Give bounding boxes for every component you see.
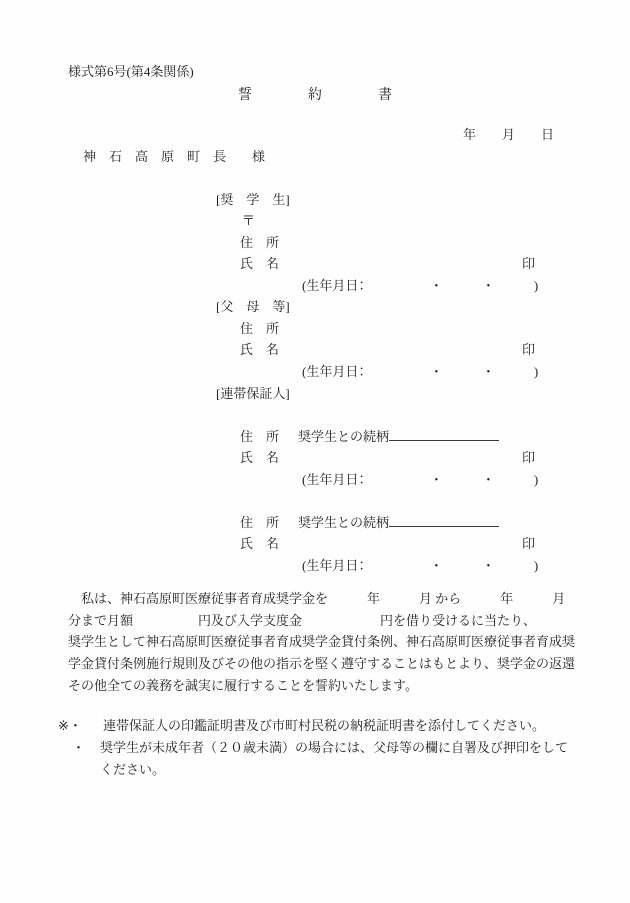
pledge-paragraph-line-2: 分まで月額 円及び入学支度金 円を借り受けるに当たり、 — [68, 613, 537, 628]
guarantor2-name-row — [240, 534, 535, 554]
guarantor1-birthdate-line: (生年月日： ・ ・ ) — [302, 472, 539, 487]
pledge-paragraph-line-4: 学金貸付条例施行規則及びその他の指示を堅く遵守することはもとより、奨学金の返還 — [68, 656, 576, 671]
form-number: 様式第6号(第4条関係) — [68, 64, 194, 79]
pledge-paragraph-line-5: その他全ての義務を誠実に履行することを誓約いたします。 — [68, 678, 418, 693]
postal-mark: 〒 — [242, 213, 256, 228]
guarantor2-relation-label: 奨学生との続柄 — [298, 515, 390, 530]
guarantor2-seal-label: 印 — [521, 536, 535, 551]
guarantor2-relation-underline — [389, 511, 499, 527]
scholar-name-label: 氏 名 — [240, 256, 280, 271]
scholar-address-label: 住 所 — [240, 235, 280, 250]
date-line: 年 月 日 — [462, 127, 554, 142]
note-2 — [72, 737, 569, 781]
parents-name-row — [240, 340, 535, 360]
parents-seal-label: 印 — [521, 342, 535, 357]
scholar-seal-label: 印 — [521, 256, 535, 271]
note-1-marker: ※・ — [58, 718, 82, 733]
scholar-section-header: [奨 学 生] — [216, 192, 290, 207]
guarantor2-address-label: 住 所 — [240, 515, 280, 530]
guarantor1-address-label: 住 所 — [240, 429, 280, 444]
scholar-birthdate-line: (生年月日： ・ ・ ) — [302, 278, 539, 293]
parents-address-label: 住 所 — [240, 321, 280, 336]
guarantor1-relation-underline — [389, 425, 499, 441]
parents-section-header: [父 母 等] — [216, 299, 290, 314]
note-1 — [58, 715, 568, 737]
parents-name-label: 氏 名 — [240, 342, 280, 357]
guarantor2-name-label: 氏 名 — [240, 536, 280, 551]
parents-birthdate-line: (生年月日： ・ ・ ) — [302, 364, 539, 379]
addressee-line: 神 石 高 原 町 長 様 — [83, 149, 266, 164]
document-title: 誓 約 書 — [238, 88, 392, 103]
pledge-paragraph-line-1: 私は、神石高原町医療従事者育成奨学金を 年 月 から 年 月 — [68, 591, 566, 606]
pledge-paragraph-line-3: 奨学生として神石高原町医療従事者育成奨学金貸付条例、神石高原町医療従事者育成奨 — [68, 634, 576, 649]
guarantor2-birthdate-line: (生年月日： ・ ・ ) — [302, 558, 539, 573]
note-2-text: 奨学生が未成年者（２０歳未満）の場合には、父母等の欄に自署及び押印をしてください。 — [100, 740, 569, 777]
scholar-name-row — [240, 254, 535, 274]
guarantor1-seal-label: 印 — [521, 450, 535, 465]
guarantor1-relation-label: 奨学生との続柄 — [298, 429, 390, 444]
guarantor-section-header: [連帯保証人] — [216, 386, 290, 401]
guarantor1-name-label: 氏 名 — [240, 450, 280, 465]
guarantor1-name-row — [240, 448, 535, 468]
note-1-text: 連帯保証人の印鑑証明書及び市町村民税の納税証明書を添付してください。 — [103, 718, 546, 733]
note-2-marker: ・ — [72, 740, 86, 755]
